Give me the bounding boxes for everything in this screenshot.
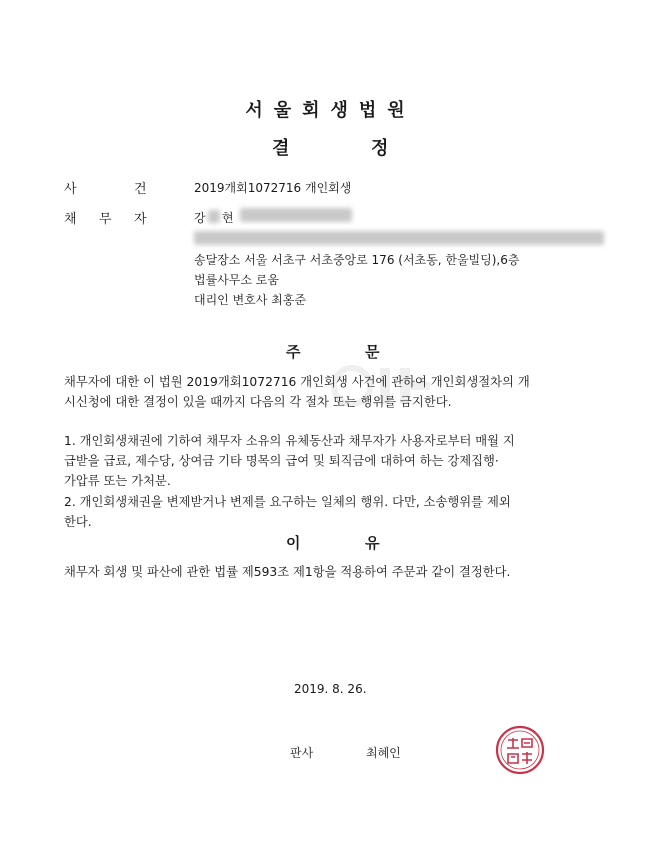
order-item-1-line: 가압류 또는 가처분. [64,474,171,488]
agent-lawyer: 대리인 변호사 최홍준 [194,293,306,307]
debtor-label-1: 채 [64,212,77,227]
redacted-address [194,231,604,245]
judge-name: 최혜인 [366,746,401,760]
debtor-name-last: 현 [222,211,234,225]
service-address: 송달장소 서울 서초구 서초중앙로 176 (서초동, 한울빌딩),6층 [194,253,520,267]
order-item-1-line: 급받을 급료, 제수당, 상여금 기타 명목의 급여 및 퇴직금에 대하여 하는 강제집행· [64,454,499,468]
judge-title: 판사 [290,746,314,760]
case-label-2: 건 [134,182,147,197]
redacted-block [240,208,352,222]
order-paragraph-line: 시신청에 대한 결정이 있을 때까지 다음의 각 절차 또는 행위를 금지한다. [64,395,452,409]
case-label-1: 사 [64,182,77,197]
order-heading-1: 주 [286,343,301,361]
court-title: 서울회생법원 [245,100,416,121]
doc-title-right: 정 [371,138,389,159]
order-paragraph-line: 채무자에 대한 이 법원 2019개회1072716 개인회생 사건에 관하여 개인회생절차의 개 [64,375,530,389]
order-heading-2: 문 [365,343,380,361]
reason-text: 채무자 회생 및 파산에 관한 법률 제593조 제1항을 적용하여 주문과 같이 결정한다. [64,565,511,579]
decision-date: 2019. 8. 26. [294,682,367,696]
reason-heading-1: 이 [286,534,301,552]
debtor-label-3: 자 [134,212,147,227]
order-item-2-line: 한다. [64,515,92,529]
court-seal-stamp [494,724,546,776]
debtor-name-first: 강 [194,211,206,225]
law-firm: 법률사무소 로움 [194,273,279,287]
debtor-label-2: 무 [99,212,112,227]
reason-heading-2: 유 [365,534,380,552]
redacted-block [208,210,220,223]
order-item-1-line: 1. 개인회생채권에 기하여 채무자 소유의 유체동산과 채무자가 사용자로부터 매월 지 [64,434,515,448]
order-item-2-line: 2. 개인회생채권을 변제받거나 변제를 요구하는 일체의 행위. 다만, 소송행위를 제외 [64,495,511,509]
case-number: 2019개회1072716 개인회생 [194,181,352,195]
doc-title-left: 결 [272,138,290,159]
